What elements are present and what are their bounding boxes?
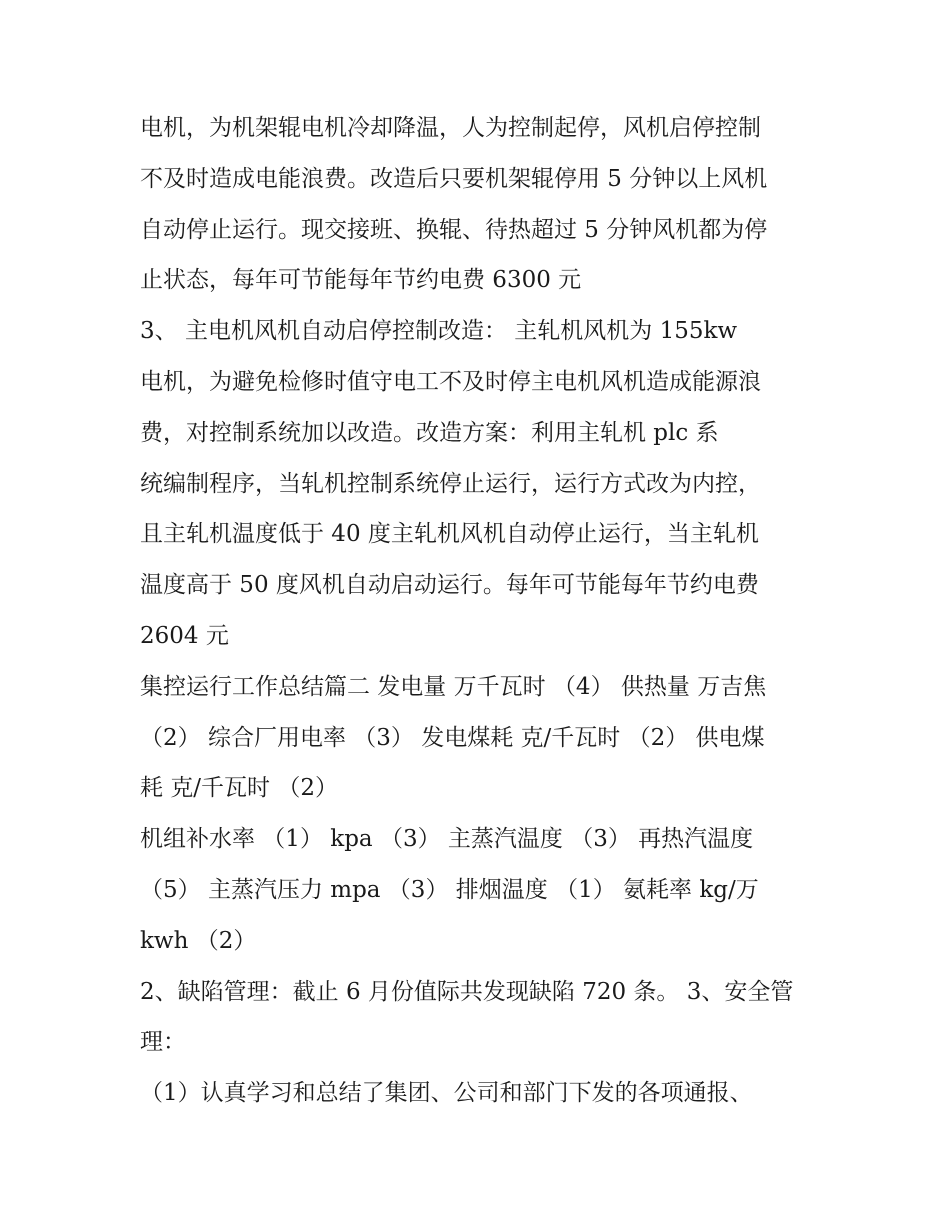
text-line-9: 且主轧机温度低于 40 度主轧机风机自动停止运行，当主轧机: [140, 521, 759, 548]
text-line-2: 不及时造成电能浪费。改造后只要机架辊停用 5 分钟以上风机: [140, 165, 768, 192]
text-line-20: （1）认真学习和总结了集团、公司和部门下发的各项通报、: [140, 1080, 753, 1107]
text-line-5: 3、 主电机风机自动启停控制改造： 主轧机风机为 155kw: [140, 318, 738, 345]
text-line-11: 2604 元: [140, 622, 229, 649]
text-line-8: 统编制程序，当轧机控制系统停止运行，运行方式改为内控，: [140, 470, 761, 497]
text-line-16: （5） 主蒸汽压力 mpa （3） 排烟温度 （1） 氨耗率 kg/万: [140, 876, 759, 903]
text-line-15: 机组补水率 （1） kpa （3） 主蒸汽温度 （3） 再热汽温度: [140, 826, 754, 853]
text-line-17: kwh （2）: [140, 927, 257, 954]
text-line-18: 2、缺陷管理：截止 6 月份值际共发现缺陷 720 条。 3、安全管: [140, 978, 794, 1005]
text-line-10: 温度高于 50 度风机自动启动运行。每年可节能每年节约电费: [140, 572, 759, 599]
document-text: [140, 103, 830, 1119]
text-line-13: （2） 综合厂用电率 （3） 发电煤耗 克/千瓦时 （2） 供电煤: [140, 724, 765, 751]
text-line-4: 止状态，每年可节能每年节约电费 6300 元: [140, 267, 582, 294]
text-line-6: 电机，为避免检修时值守电工不及时停主电机风机造成能源浪: [140, 368, 761, 395]
text-line-3: 自动停止运行。现交接班、换辊、待热超过 5 分钟风机都为停: [140, 216, 768, 243]
text-line-7: 费，对控制系统加以改造。改造方案：利用主轧机 plc 系: [140, 419, 719, 446]
text-line-12: 集控运行工作总结篇二 发电量 万千瓦时 （4） 供热量 万吉焦: [140, 673, 767, 700]
text-line-14: 耗 克/千瓦时 （2）: [140, 775, 339, 802]
text-line-19: 理：: [140, 1029, 186, 1056]
text-line-1: 电机，为机架辊电机冷却降温，人为控制起停，风机启停控制: [140, 115, 761, 141]
